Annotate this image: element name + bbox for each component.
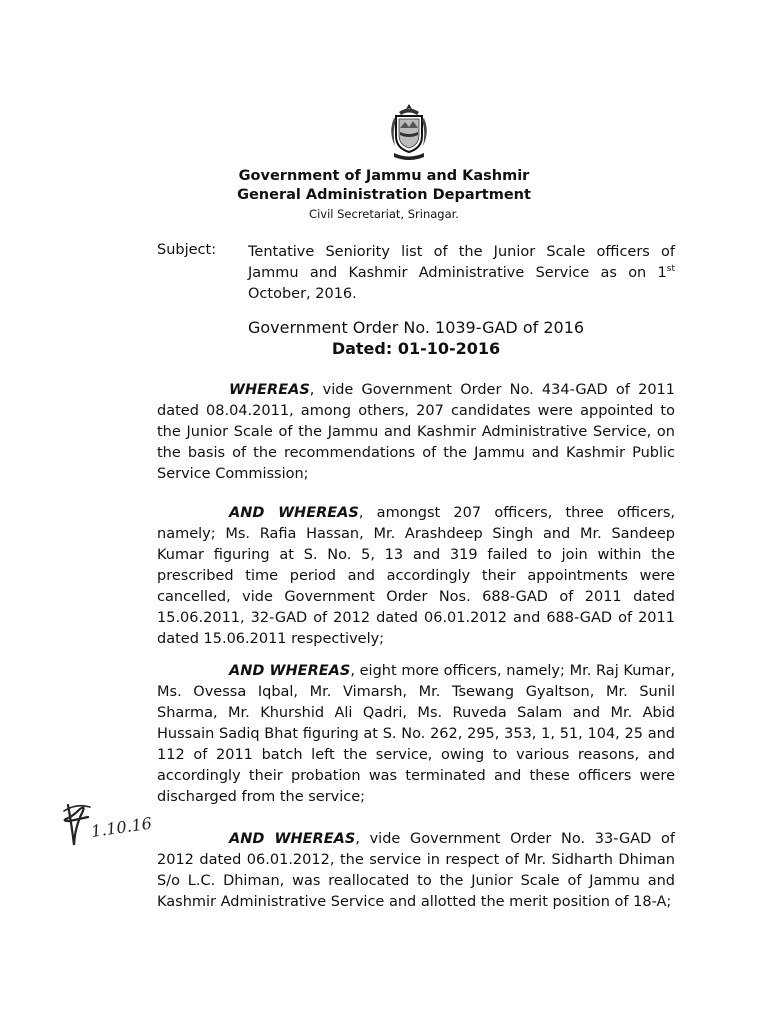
- paragraph-body: , vide Government Order No. 434-GAD of 2011 dated 08.04.2011, among others, 207 candidates were appointed to the Junior Scale of the Jammu and Kashmir Administrative Service, on the basis of the recommendations of the Jammu and Kashmir Public Service Commission;: [157, 382, 675, 482]
- order-number: Government Order No. 1039-GAD of 2016: [247, 318, 585, 337]
- paragraph-body: , vide Government Order No. 33-GAD of 2012 dated 06.01.2012, the service in respect of Mr. Sidharth Dhiman S/o L.C. Dhiman, was reallocated to the Junior Scale of Jammu and Kashmir Administrative Service and allotted the merit position of 18-A;: [157, 831, 675, 910]
- paragraph-body: , amongst 207 officers, three officers, namely; Ms. Rafia Hassan, Mr. Arashdeep Singh and Mr. Sandeep Kumar figuring at S. No. 5, 13 and 319 failed to join within the prescribed time period and accordingly their appointments were cancelled, vide Government Order Nos. 688-GAD of 2011 dated 15.06.2011, 32-GAD of 2012 dated 06.01.2012 and 688-GAD of 2011 dated 15.06.2011 respectively;: [157, 505, 675, 647]
- paragraph-lead: AND WHEREAS: [229, 831, 356, 847]
- paragraph-whereas-1: [157, 380, 675, 485]
- government-name: Government of Jammu and Kashmir: [238, 168, 530, 184]
- order-date: Dated: 01-10-2016: [331, 339, 501, 358]
- subject-ordinal-suffix: st: [666, 264, 675, 275]
- paragraph-lead: WHEREAS: [229, 382, 310, 398]
- paragraph-whereas-4: [157, 829, 675, 913]
- handwritten-signature-icon: [58, 797, 158, 853]
- paragraph-lead: AND WHEREAS: [229, 505, 359, 521]
- office-address: Civil Secretariat, Srinagar.: [309, 207, 459, 221]
- jk-state-emblem-icon: [386, 102, 432, 164]
- paragraph-body: , eight more officers, namely; Mr. Raj Kumar, Ms. Ovessa Iqbal, Mr. Vimarsh, Mr. Tsewang Gyaltson, Mr. Sunil Sharma, Mr. Khurshid Ali Qadri, Ms. Ruveda Salam and Mr. Abid Hussain Sadiq Bhat figuring at S. No. 262, 295, 353, 1, 51, 104, 25 and 112 of 2011 batch left the service, owing to various reasons, and accordingly their probation was terminated and these officers were discharged from the service;: [157, 663, 675, 805]
- department-name: General Administration Department: [237, 187, 531, 203]
- paragraph-whereas-2: [157, 503, 675, 650]
- signature-date: 1.10.16: [89, 813, 154, 841]
- paragraph-whereas-3: [157, 661, 675, 808]
- subject-text: [248, 242, 675, 305]
- subject-label: Subject:: [157, 242, 217, 258]
- paragraph-lead: AND WHEREAS: [229, 663, 351, 679]
- subject-main-text: Tentative Seniority list of the Junior Scale officers of Jammu and Kashmir Administrative Service as on 1: [248, 244, 675, 281]
- subject-date-text: October, 2016.: [248, 286, 357, 302]
